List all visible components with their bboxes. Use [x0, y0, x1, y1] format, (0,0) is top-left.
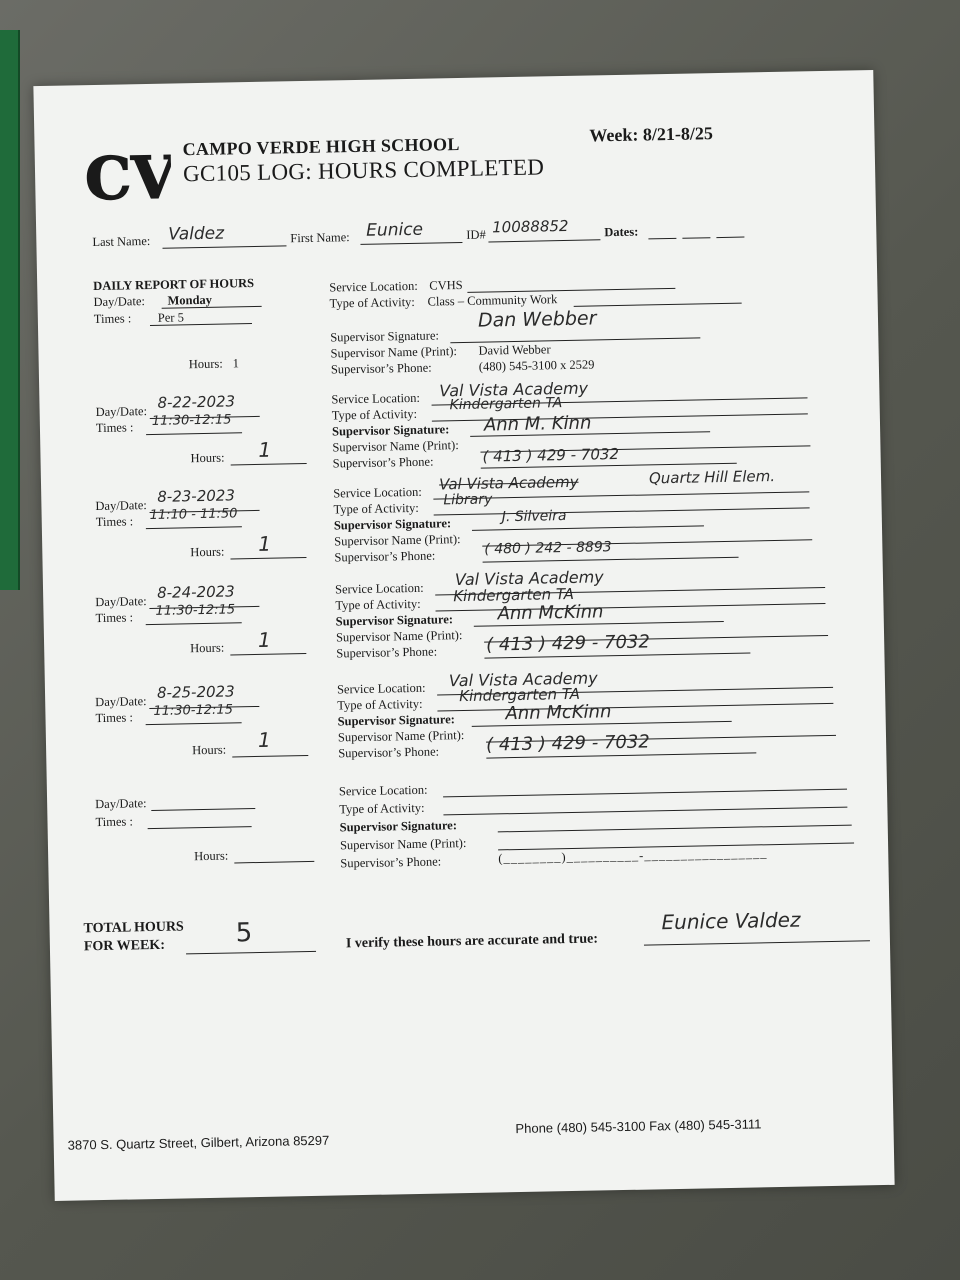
entry3-times-label: Times :: [95, 514, 134, 530]
entry2-day-label: Day/Date:: [95, 404, 148, 420]
entry1-signature-label: [330, 328, 439, 345]
entry5-location-label: Service Location:: [336, 680, 426, 697]
total-label-1: TOTAL HOURS: [83, 919, 184, 937]
entry6-phone-label: Supervisor’s Phone:: [340, 854, 442, 871]
entry2-phone-prefix: 429: [537, 446, 567, 465]
entry5-signature-label: Supervisor Signature:: [337, 712, 456, 729]
entry4-phone-area: 413: [498, 633, 534, 656]
footer-phone-fax: Phone (480) 545-3100 Fax (480) 545-3111: [515, 1116, 762, 1137]
entry3-location-struck: Val Vista Academy: [438, 472, 579, 494]
id-label: ID#: [466, 227, 486, 242]
entry1-hours-value: 1: [232, 356, 240, 371]
entry3-hours-label: Hours:: [190, 544, 225, 560]
entry1-day-value: Monday: [167, 292, 213, 308]
entry3-name-label: Supervisor Name (Print):: [334, 532, 461, 549]
entry2-day-value: 8-22-2023: [157, 392, 236, 412]
entry6-phone-blank: (________)__________-_________________: [498, 846, 768, 866]
entry2-hours-label: Hours:: [190, 450, 225, 466]
entry3-times-value: 11:10 - 11:50: [149, 506, 238, 524]
entry5-phone-prefix: 429: [551, 732, 587, 755]
entry4-location-value: Val Vista Academy: [454, 567, 604, 590]
entry2-phone-label: Supervisor’s Phone:: [332, 454, 434, 471]
entry5-hours-label: Hours:: [192, 742, 227, 758]
entry3-activity-label: Type of Activity:: [333, 500, 419, 517]
total-hours-value: 5: [235, 918, 253, 949]
svg-text:CV: CV: [84, 143, 172, 210]
green-folder: [0, 30, 20, 590]
entry6-name-label: Supervisor Name (Print):: [339, 835, 467, 853]
first-name-value: Eunice: [366, 219, 424, 241]
week-label: Week:: [589, 124, 639, 146]
entry4-times-label: Times :: [95, 610, 134, 626]
form-title: GC105 LOG: HOURS COMPLETED: [182, 154, 545, 187]
entry5-activity-value: Kindergarten TA: [458, 684, 581, 706]
entry4-signature-label: Supervisor Signature:: [335, 612, 454, 629]
entry3-day-label: Day/Date:: [95, 498, 147, 514]
entry1-activity-label: Type of Activity:: [329, 294, 415, 311]
entry2-location-label: Service Location:: [331, 390, 421, 407]
entry6-day-label: Day/Date:: [95, 796, 147, 812]
entry2-name-label: Supervisor Name (Print):: [332, 438, 459, 455]
week-value: 8/21-8/25: [642, 123, 714, 145]
entry4-signature: Ann McKinn: [497, 601, 604, 625]
entry2-phone-value: ( 413 ) 429 - 7032: [482, 444, 620, 466]
entry4-day-label: Day/Date:: [95, 594, 147, 610]
entry1-day-label: Day/Date:: [93, 294, 146, 310]
entry1-name-label: Supervisor Name (Print):: [330, 344, 458, 361]
entry4-location-label: Service Location:: [334, 580, 424, 597]
entry5-phone-value: ( 413 ) 429 - 7032: [485, 731, 650, 756]
entry5-phone-area: 413: [498, 733, 534, 756]
entry3-signature-label: Supervisor Signature:: [333, 516, 452, 533]
entry2-signature: Ann M. Kinn: [483, 412, 592, 436]
entry1-signature-label-text: Supervisor Signature:: [330, 328, 440, 345]
entry1-phone-label: Supervisor’s Phone:: [330, 360, 432, 377]
first-name-label: First Name:: [290, 230, 350, 246]
entry5-name-label: Supervisor Name (Print):: [337, 728, 465, 745]
entry5-day-label: Day/Date:: [95, 694, 147, 710]
entry2-location-value: Val Vista Academy: [439, 378, 589, 401]
week-range: [589, 123, 713, 146]
entry3-location-value: Quartz Hill Elem.: [648, 467, 776, 488]
entry3-phone-value: ( 480 ) 242 - 8893: [484, 539, 612, 558]
entry2-activity-label: Type of Activity:: [331, 406, 418, 423]
entry3-activity-value: Library: [443, 491, 493, 509]
entry5-phone-line: 7032: [603, 731, 650, 754]
last-name-label: Last Name:: [92, 233, 151, 250]
entry5-activity-label: Type of Activity:: [337, 696, 423, 713]
id-value: 10088852: [491, 216, 569, 237]
entry5-times-label: Times :: [95, 710, 134, 726]
student-signature: Eunice Valdez: [661, 907, 801, 935]
entry1-signature: Dan Webber: [477, 307, 597, 332]
entry2-phone-line: 7032: [580, 444, 620, 464]
entry4-name-label: Supervisor Name (Print):: [335, 628, 463, 645]
entry1-location-value: CVHS: [429, 277, 463, 293]
entry4-phone-prefix: 429: [551, 632, 587, 655]
entry5-hours-value: 1: [257, 727, 271, 752]
entry2-signature-label: Supervisor Signature:: [331, 422, 450, 439]
daily-report-heading: DAILY REPORT OF HOURS: [93, 275, 255, 294]
verify-label: I verify these hours are accurate and true:: [345, 931, 599, 952]
entry4-day-value: 8-24-2023: [156, 582, 235, 602]
entry5-day-value: 8-25-2023: [156, 682, 235, 702]
entry6-activity-label: Type of Activity:: [339, 800, 425, 817]
entry3-location-label: Service Location:: [333, 484, 422, 501]
entry2-hours-value: 1: [258, 437, 272, 462]
entry2-activity-value: Kindergarten TA: [449, 395, 563, 414]
entry2-times-value: 11:30-12:15: [151, 412, 232, 429]
last-name-value: Valdez: [168, 223, 225, 245]
entry4-phone-line: 7032: [603, 631, 651, 654]
entry5-signature: Ann McKinn: [505, 701, 612, 725]
entry3-day-value: 8-23-2023: [157, 486, 236, 506]
entry5-phone-label: Supervisor’s Phone:: [338, 744, 440, 761]
entry3-phone-prefix: 242: [535, 540, 563, 557]
entry1-phone-value: (480) 545-3100 x 2529: [478, 357, 595, 374]
total-label-2: FOR WEEK:: [83, 937, 166, 955]
entry4-hours-label: Hours:: [190, 640, 225, 656]
cv-logo: [82, 142, 171, 210]
entry6-hours-label: Hours:: [194, 848, 229, 864]
log-sheet: [33, 70, 894, 1201]
school-name: CAMPO VERDE HIGH SCHOOL: [182, 133, 460, 160]
entry3-phone-area: 480: [494, 540, 522, 558]
entry5-location-value: Val Vista Academy: [448, 668, 598, 691]
entry2-times-label: Times :: [95, 420, 134, 436]
entry1-times-label: Times :: [93, 311, 132, 327]
entry5-times-value: 11:30-12:15: [153, 702, 234, 719]
entry4-activity-value: Kindergarten TA: [453, 584, 575, 606]
entry4-times-value: 11:30-12:15: [155, 602, 236, 619]
entry4-phone-label: Supervisor’s Phone:: [336, 644, 438, 661]
entry4-hours-value: 1: [257, 627, 272, 652]
entry6-times-label: Times :: [95, 814, 134, 830]
entry1-hours-label: Hours:: [188, 356, 223, 372]
entry4-phone-value: ( 413 ) 429 - 7032: [485, 631, 651, 656]
entry1-activity-value: Class – Community Work: [427, 292, 558, 309]
dates-label: Dates:: [604, 224, 639, 240]
entry4-activity-label: Type of Activity:: [335, 596, 421, 613]
entry3-signature: J. Silveira: [501, 508, 567, 526]
entry3-hours-value: 1: [257, 531, 272, 556]
entry6-location-label: Service Location:: [338, 782, 428, 799]
entry6-signature-label: Supervisor Signature:: [339, 818, 458, 835]
entry1-times-value: Per 5: [157, 310, 185, 325]
entry1-name-value: David Webber: [478, 342, 551, 358]
entry3-phone-line: 8893: [575, 539, 612, 556]
entry3-phone-label: Supervisor’s Phone:: [334, 548, 436, 565]
entry2-phone-area: 413: [493, 446, 523, 466]
footer-address: 3870 S. Quartz Street, Gilbert, Arizona 85297: [67, 1132, 330, 1153]
entry1-location-label: Service Location:: [329, 278, 418, 295]
